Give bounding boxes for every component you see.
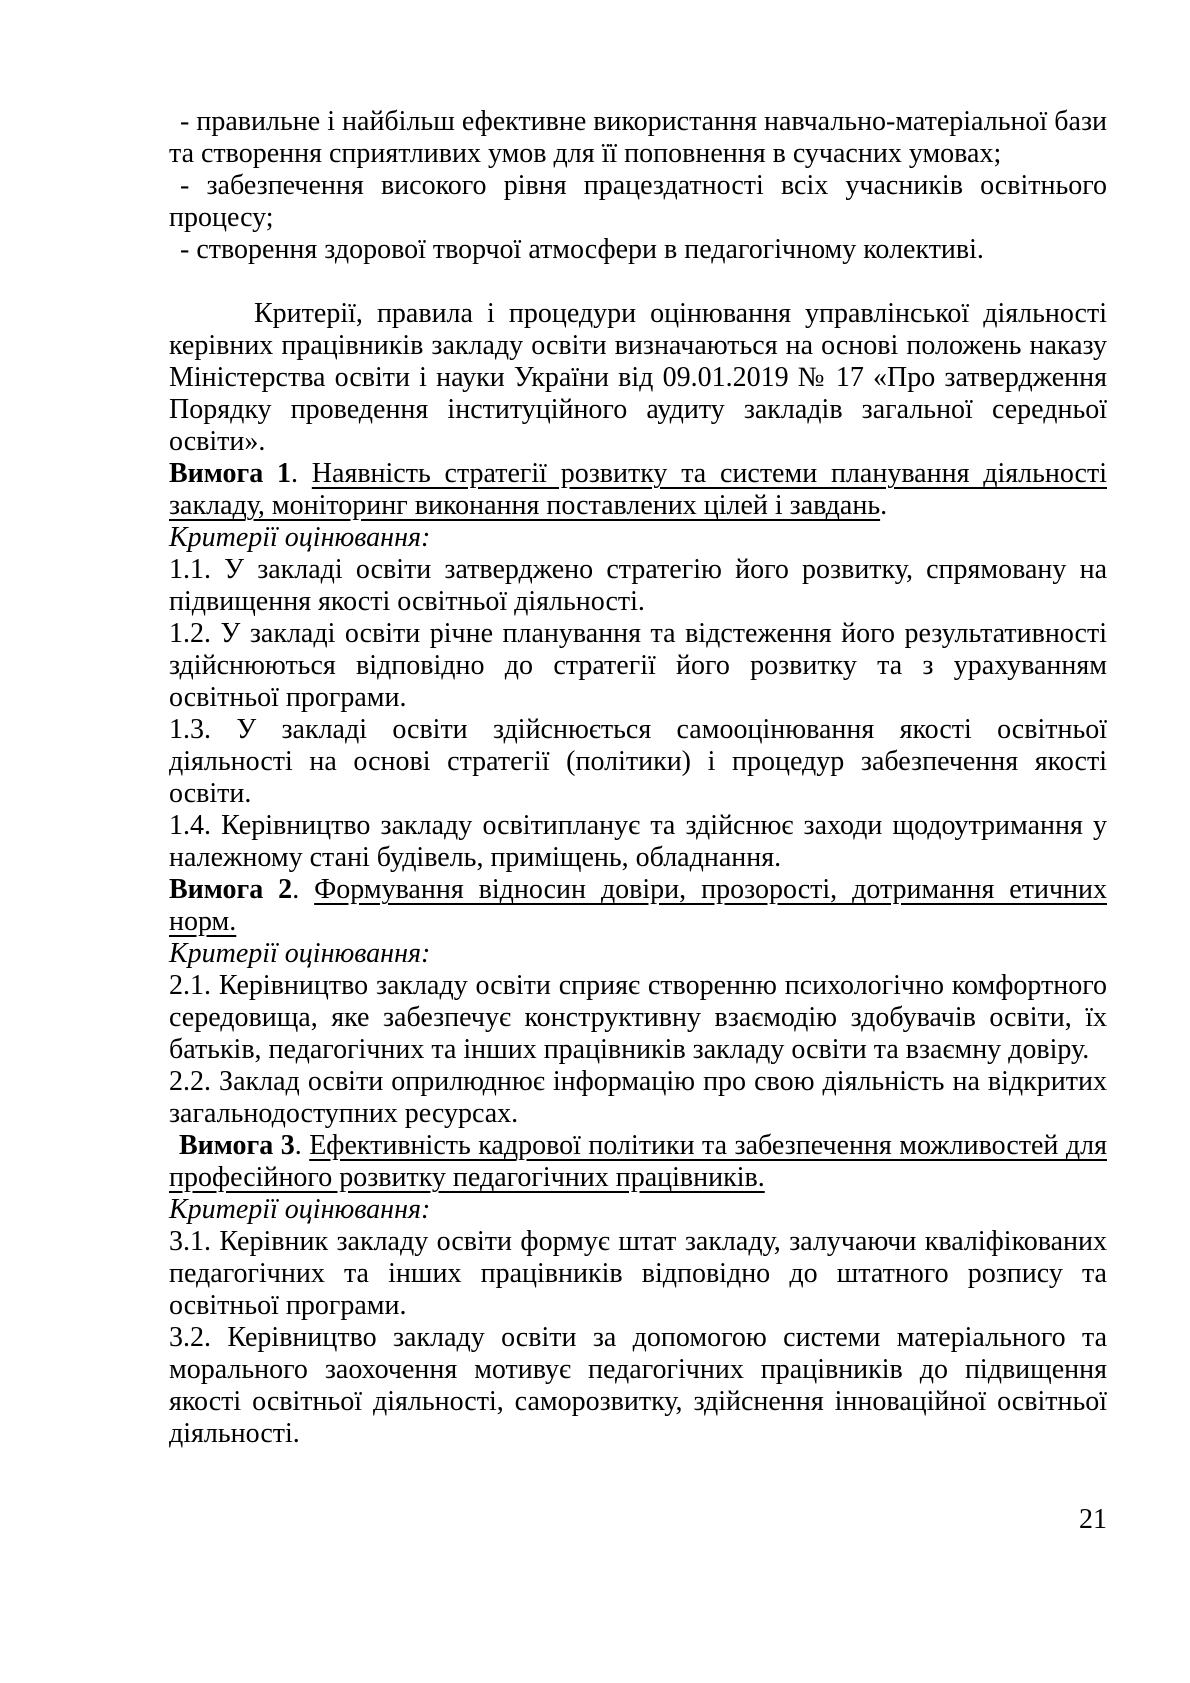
bullet-item-1: - правильне і найбільш ефективне використання навчально-матеріальної бази та створення сприятливих умов для її поповнення в сучасних умовах; [169, 106, 1107, 169]
requirement-2-label: Вимога 2 [169, 874, 293, 905]
requirement-3-separator: . [294, 1130, 310, 1161]
requirement-2-title: Формування відносин довіри, прозорості, дотримання етичних норм. [169, 874, 1108, 937]
requirement-2-separator: . [292, 874, 315, 905]
requirement-3-title: Ефективність кадрової політики та забезпечення можливостей для професійного розвитку педагогічних працівників. [169, 1130, 1107, 1193]
criteria-item-3-1: 3.1. Керівник закладу освіти формує штат закладу, залучаючи кваліфікованих педагогічних та інших працівників відповідно до штатного розпису та освітньої програми. [169, 1226, 1107, 1321]
requirement-3-label: Вимога 3 [179, 1130, 295, 1161]
criteria-item-1-4: 1.4. Керівництво закладу освітипланує та здійснює заходи щодоутримання у належному стані будівель, приміщень, обладнання. [169, 810, 1107, 873]
page-number: 21 [1079, 1504, 1107, 1535]
blank-line [169, 266, 1107, 298]
criteria-item-1-2: 1.2. У закладі освіти річне планування та відстеження його результативності здійснюються відповідно до стратегії його розвитку та з урахуванням освітньої програми. [169, 618, 1107, 713]
requirement-1-title: Наявність стратегії розвитку та системи планування діяльності закладу, моніторинг виконання поставлених цілей і завдань [169, 458, 1107, 521]
criteria-label-1: Критерії оцінювання: [169, 522, 431, 553]
requirement-2-heading [169, 874, 1107, 938]
criteria-item-1-1: 1.1. У закладі освіти затверджено стратегію його розвитку, спрямовану на підвищення якості освітньої діяльності. [169, 554, 1107, 617]
bullet-item-3: - створення здорової творчої атмосфери в педагогічному колективі. [180, 234, 984, 265]
requirement-1-separator: . [291, 458, 312, 489]
requirement-1-label: Вимога 1 [169, 458, 292, 489]
requirement-1-period: . [880, 490, 888, 521]
criteria-item-1-3: 1.3. У закладі освіти здійснюється самооцінювання якості освітньої діяльності на основі стратегії (політики) і процедур забезпечення якості освіти. [169, 714, 1107, 809]
criteria-label-2: Критерії оцінювання: [169, 938, 431, 969]
criteria-item-2-1: 2.1. Керівництво закладу освіти сприяє створенню психологічно комфортного середовища, яке забезпечує конструктивну взаємодію здобувачів освіти, їх батьків, педагогічних та інших працівників закладу освіти та взаємну довіру. [169, 970, 1107, 1065]
intro-paragraph: Критерії, правила і процедури оцінювання управлінської діяльності керівних працівників закладу освіти визначаються на основі положень наказу Міністерства освіти і науки України від 09.01.2019 № 17 «Про затвердження Порядку проведення інституційного аудиту закладів загальної середньої освіти». [169, 298, 1107, 457]
document-content [169, 106, 1107, 1450]
criteria-item-3-2: 3.2. Керівництво закладу освіти за допомогою системи матеріального та морального заохочення мотивує педагогічних працівників до підвищення якості освітньої діяльності, саморозвитку, здійснення інноваційної освітньої діяльності. [169, 1322, 1107, 1449]
criteria-label-3: Критерії оцінювання: [169, 1194, 431, 1225]
bullet-item-2: - забезпечення високого рівня працездатності всіх учасників освітнього процесу; [169, 170, 1107, 233]
criteria-item-2-2: 2.2. Заклад освіти оприлюднює інформацію про свою діяльність на відкритих загальнодоступних ресурсах. [169, 1066, 1107, 1129]
requirement-1-heading [169, 458, 1107, 522]
requirement-3-heading [169, 1130, 1107, 1194]
